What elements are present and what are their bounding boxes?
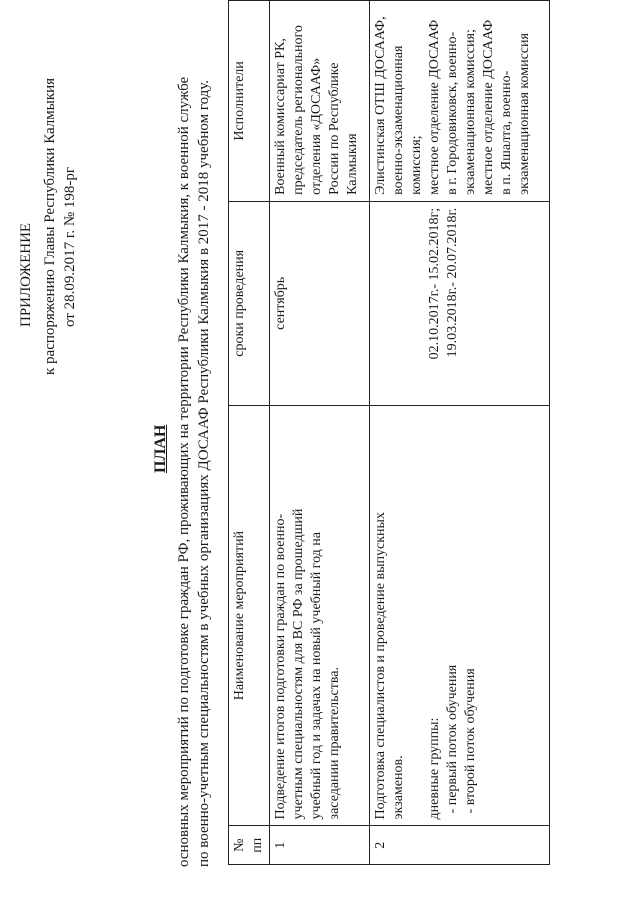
term-date-range: 19.03.2018г.- 20.07.2018г. [445, 207, 460, 358]
table-header-row [229, 1, 270, 865]
order-reference-line-1: к распоряжению Главы Республики Калмыкия [42, 77, 58, 375]
term-date-range: 02.10.2017г.- 15.02.2018г; [427, 207, 442, 360]
list-item: - первый поток обучения [445, 664, 460, 814]
header-executors: Исполнители [229, 1, 270, 202]
table-row [370, 1, 550, 865]
row-event-name: Подведение итогов подготовки граждан по военно- учетным специальностям для ВС РФ за прошедший учебный год и задачах на новый учебный год на заседании правительства. [270, 405, 370, 826]
row-term: сентябрь [270, 201, 370, 405]
order-reference-line-2: от 28.09.2017 г. № 198-рг [62, 166, 78, 327]
table-row [270, 1, 370, 865]
plan-subtitle-line-2: по военно-учетным специальностям в учебных организациях ДОСААФ Республики Калмыкия в 2017 - 2018 учебном году. [196, 79, 212, 867]
list-item: - второй поток обучения [463, 668, 478, 814]
row-executors: Элистинская ОТШ ДОСААФ, военно-экзаменационная комиссия; местное отделение ДОСААФ в г. Городовиковск, военно- экзаменационная комиссия; местное отделение ДОСААФ в п. Яшалта, военно- экзаменационная комиссия [370, 1, 550, 202]
header-number: № пп [229, 826, 270, 865]
row-event-name: Подготовка специалистов и проведение выпускных экзаменов. дневные группы: - первый поток обучения - второй поток обучения [370, 405, 550, 826]
row-number: 1 [270, 826, 370, 865]
header-event-name: Наименование мероприятий [229, 405, 270, 826]
appendix-label: ПРИЛОЖЕНИЕ [18, 222, 34, 327]
groups-label: дневные группы: [427, 717, 442, 820]
plan-title: ПЛАН [152, 424, 169, 473]
plan-table [228, 0, 550, 865]
row-number: 2 [370, 826, 550, 865]
row-executors: Военный комиссариат РК, председатель регионального отделения «ДОСААФ» России по Республике Калмыкия [270, 1, 370, 202]
plan-subtitle-line-1: основных мероприятий по подготовке граждан РФ, проживающих на территории Республики Калмыкия, к военной службе [176, 76, 192, 867]
header-term: сроки проведения [229, 201, 270, 405]
row-term [370, 201, 550, 405]
